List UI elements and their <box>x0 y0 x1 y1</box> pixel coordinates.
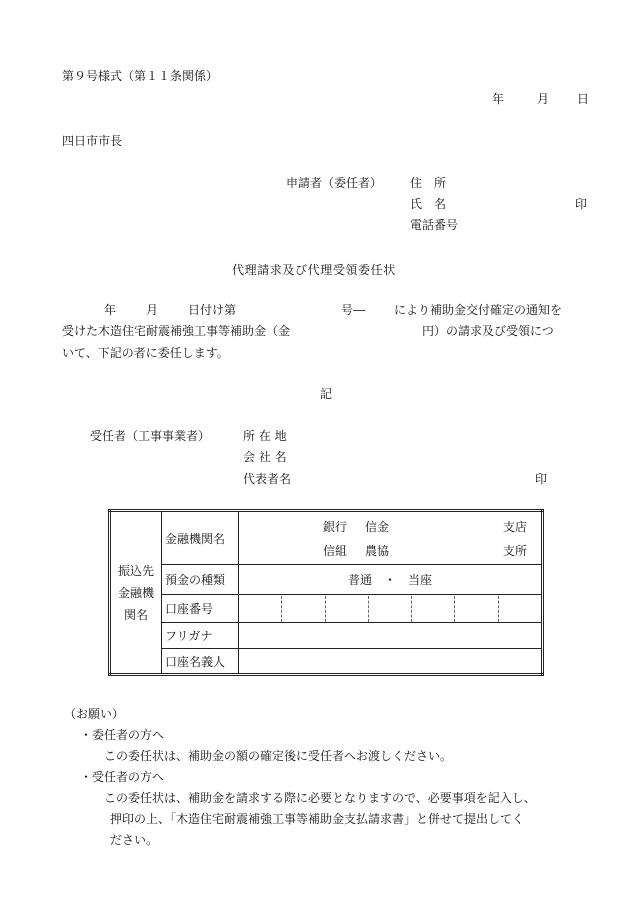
bank-shisho: 支所 <box>503 544 528 558</box>
bank-name-field[interactable] <box>239 511 543 565</box>
body-line2-end: 円）の請求及び受領につ <box>422 324 554 338</box>
account-digit-box[interactable] <box>412 596 455 622</box>
account-number-field[interactable] <box>239 595 543 623</box>
account-holder-field[interactable] <box>239 649 543 675</box>
note2-line1: この委任状は、補助金を請求する際に必要となりますので、必要事項を記入し、 <box>104 791 536 805</box>
note2-line2: 押印の上、「木造住宅耐震補強工事等補助金支払請求書」と併せて提出してく <box>110 812 525 826</box>
agent-company-label: 会 社 名 <box>243 450 287 464</box>
bank-name-label: 金融機関名 <box>162 511 239 565</box>
date-day: 日 <box>577 92 590 106</box>
addressee: 四日市市長 <box>62 134 123 148</box>
body-month: 月 <box>146 303 159 317</box>
body-line3: いて、下記の者に委任します。 <box>62 346 229 360</box>
group-line-2: 金融機 <box>117 585 154 600</box>
applicant-seal: 印 <box>575 197 588 211</box>
account-digit-box[interactable] <box>499 596 541 622</box>
notes-heading: （お願い） <box>64 707 125 721</box>
account-number-label: 口座番号 <box>162 595 239 623</box>
bank-shinkumi: 信組 <box>323 544 348 558</box>
bank-shiten: 支店 <box>503 520 528 534</box>
date-month: 月 <box>537 92 550 106</box>
agent-location-label: 所 在 地 <box>243 429 287 443</box>
account-digit-box[interactable] <box>455 596 498 622</box>
furigana-field[interactable] <box>239 623 543 649</box>
body-number: 号― <box>341 303 366 317</box>
note1-text: この委任状は、補助金の額の確定後に受任者へお渡しください。 <box>104 749 453 763</box>
bank-ginko: 銀行 <box>323 520 348 534</box>
body-line1-end: により補助金交付確定の通知を <box>394 303 563 317</box>
document-title: 代理請求及び代理受領委任状 <box>232 263 396 277</box>
bank-account-table <box>108 509 544 676</box>
agent-role: 受任者（工事事業者） <box>90 429 211 443</box>
form-number: 第９号様式（第１１条関係） <box>62 69 219 83</box>
date-year: 年 <box>492 92 505 106</box>
note1-title: ・委任者の方へ <box>80 728 165 742</box>
group-line-1: 振込先 <box>117 563 154 578</box>
group-line-3: 関名 <box>123 607 148 622</box>
applicant-address-label: 住 所 <box>410 176 447 190</box>
account-digit-box[interactable] <box>326 596 369 622</box>
deposit-type-field[interactable]: 普通 ・ 当座 <box>239 565 543 595</box>
note2-title: ・受任者の方へ <box>80 770 165 784</box>
agent-seal: 印 <box>535 472 548 486</box>
applicant-name-label: 氏 名 <box>410 197 447 211</box>
deposit-type-label: 預金の種類 <box>162 565 239 595</box>
body-date-no: 日付け第 <box>188 303 237 317</box>
note2-line3: ださい。 <box>110 833 159 847</box>
bank-nokyo: 農協 <box>365 544 390 558</box>
body-year: 年 <box>104 303 117 317</box>
ki-heading: 記 <box>320 387 333 401</box>
applicant-phone-label: 電話番号 <box>410 218 459 232</box>
agent-rep-label: 代表者名 <box>243 472 292 486</box>
applicant-role: 申請者（委任者） <box>286 176 383 190</box>
bank-shinkin: 信金 <box>365 520 390 534</box>
furigana-label: フリガナ <box>162 623 239 649</box>
account-holder-label: 口座名義人 <box>162 649 239 675</box>
account-digit-box[interactable] <box>282 596 325 622</box>
bank-group-label <box>110 511 162 675</box>
body-line2-start: 受けた木造住宅耐震補強工事等補助金（金 <box>62 324 291 338</box>
account-digit-box[interactable] <box>369 596 412 622</box>
account-digit-box[interactable] <box>239 596 282 622</box>
